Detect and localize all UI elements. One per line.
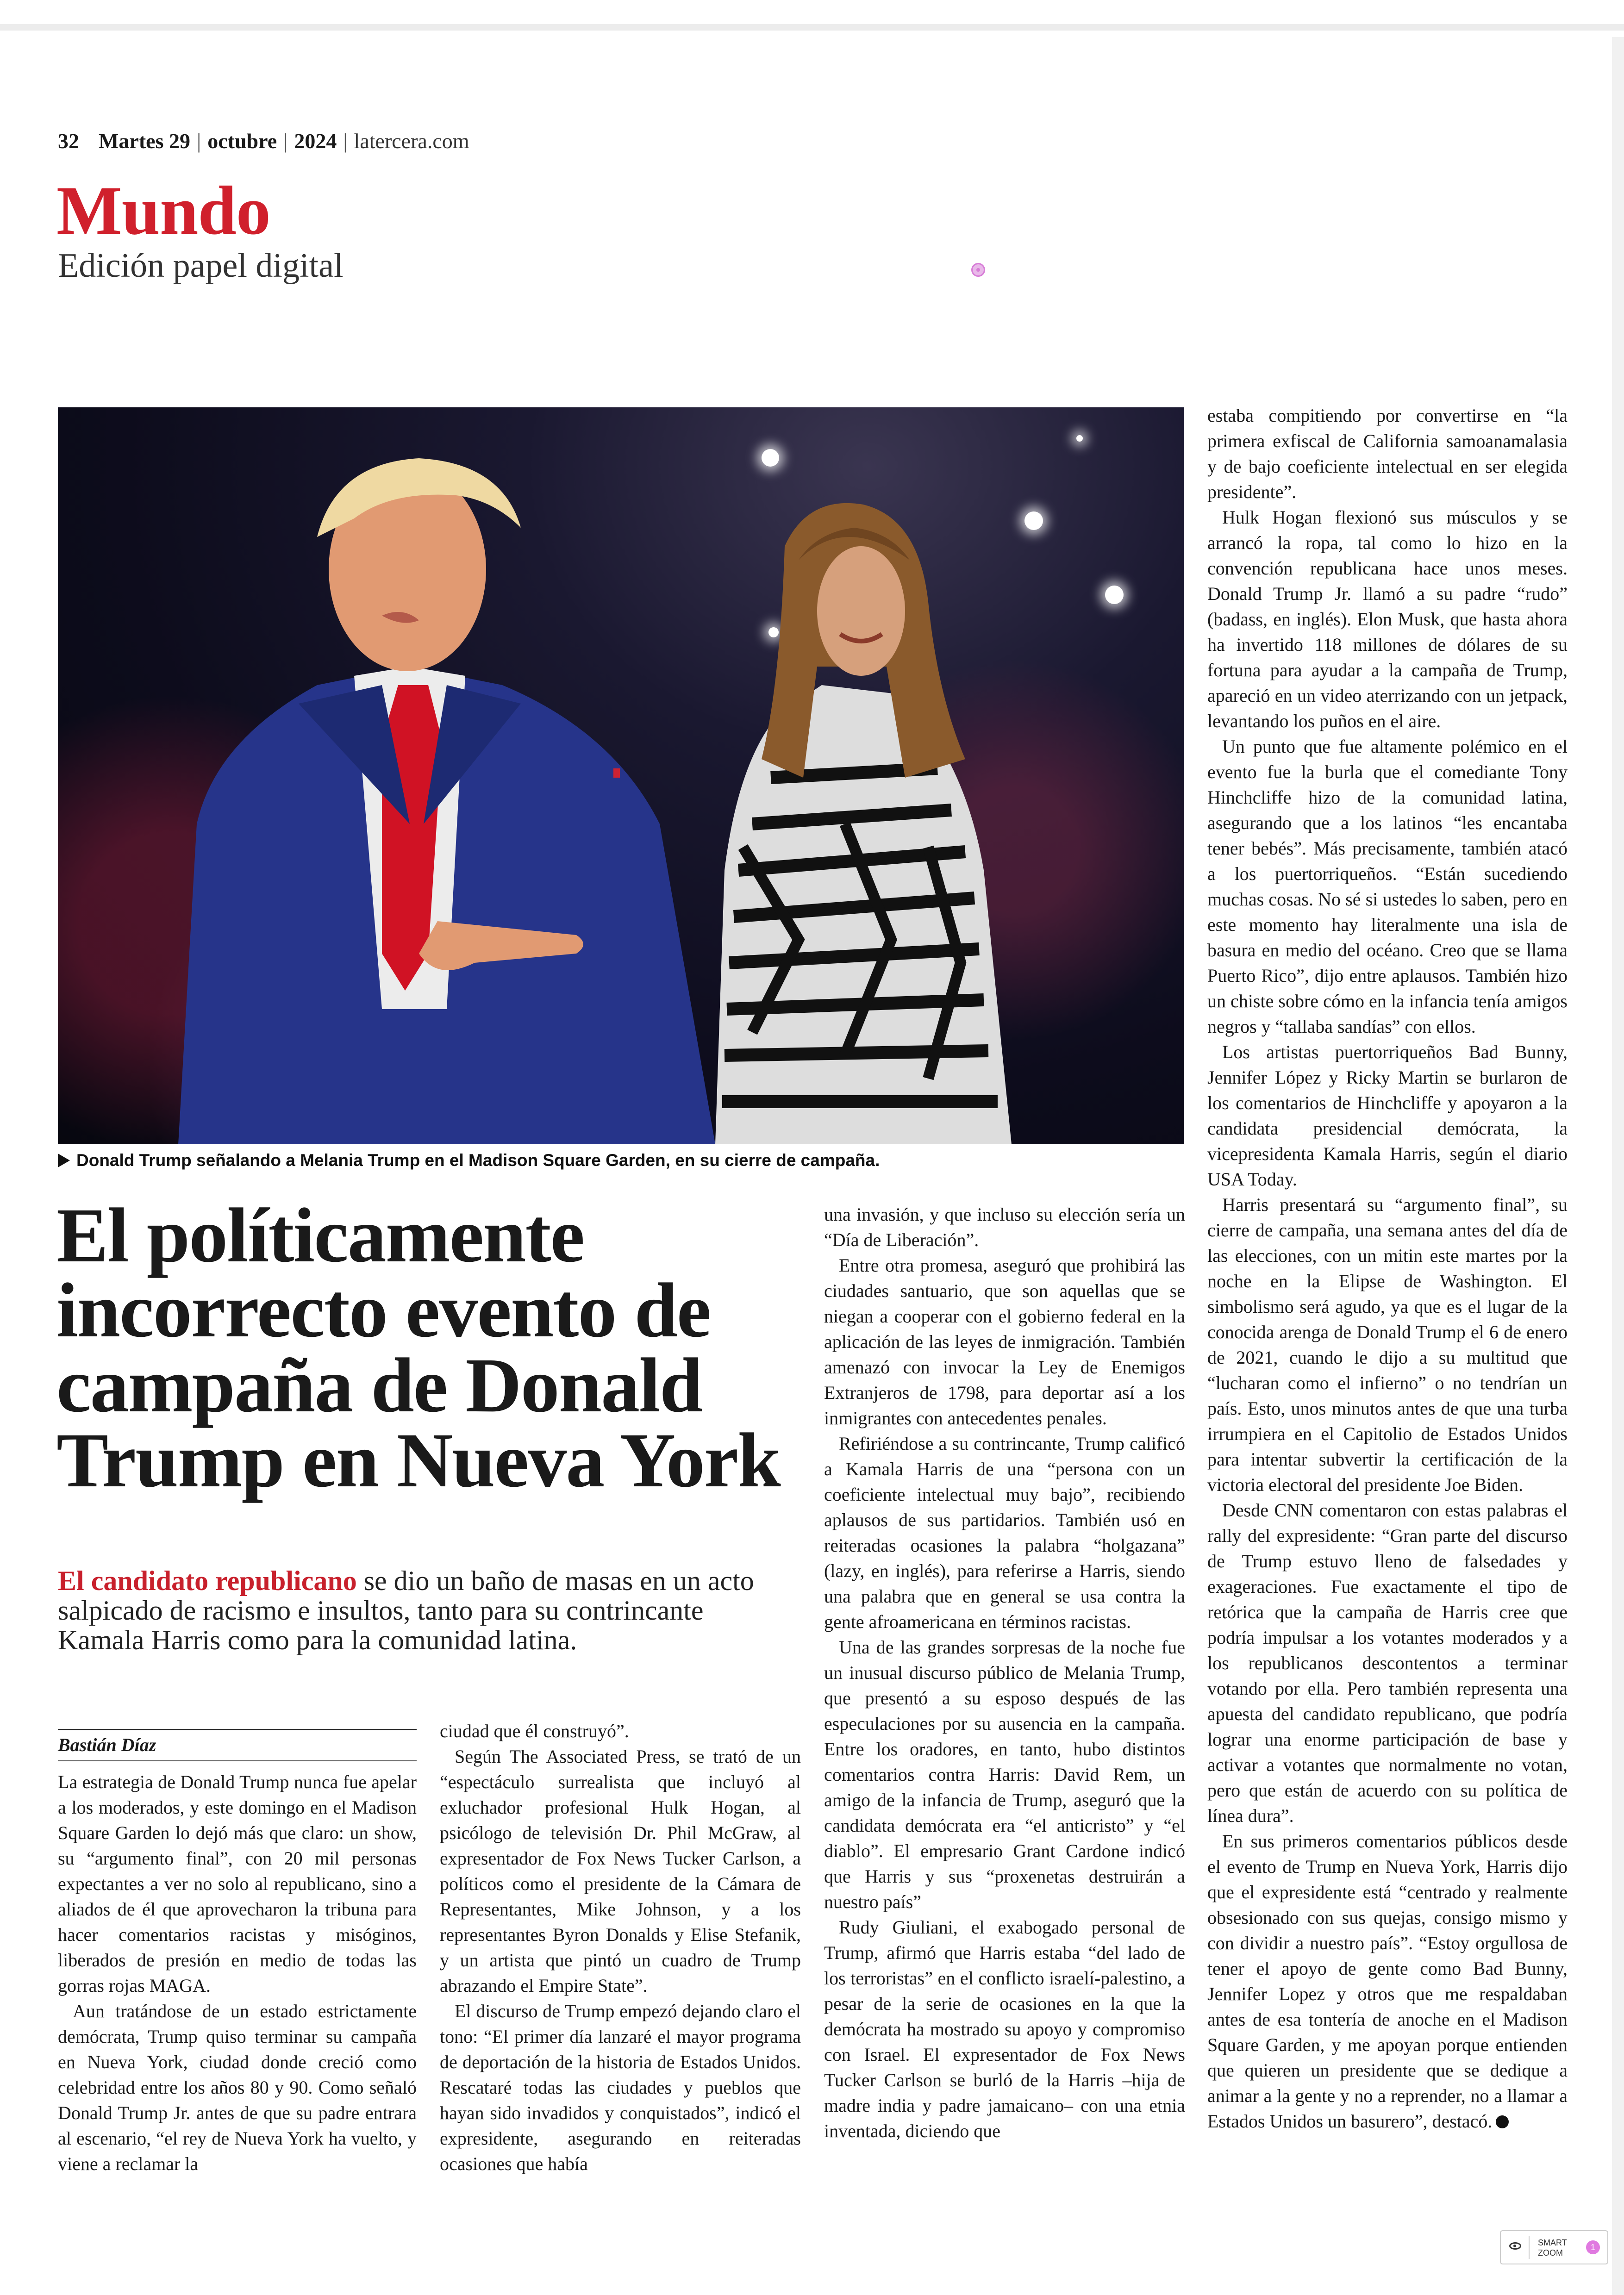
site-name: latercera.com (354, 129, 469, 153)
zoom-badge: 1 (1586, 2240, 1600, 2254)
paragraph: Refiriéndose a su contrincante, Trump calificó a Kamala Harris de una “persona con un coeficiente intelectual muy bajo”, recibiendo aplausos de sus partidarios. También usó en reiteradas ocasiones la palabra “holgazana” (lazy, en inglés), para referirse a Harris, siendo una palabra que en general se usa contra la gente afroamericana en términos racistas. (824, 1433, 1185, 1632)
paragraph: Según The Associated Press, se trató de un “espectáculo surrealista que incluyó al exluchador profesional Hulk Hogan, al psicólogo de televisión Dr. Phil McGraw, al expresentador de Fox News Tucker Carlson, a políticos como el presidente de la Cámara de Representantes, Mike Johnson, y a los representantes Byron Donalds y Elise Stefanik, y un artista que pintó un cuadro de Trump abrazando el Empire State”. (440, 1746, 801, 1996)
paragraph: Entre otra promesa, aseguró que prohibirá las ciudades santuario, que son aquellas que se niegan a cooperar con el gobierno federal en la aplicación de las leyes de inmigración. También amenazó con invocar la Ley de Enemigos Extranjeros de 1798, para deportar así a los inmigrantes con antecedentes penales. (824, 1255, 1185, 1428)
photo-caption (58, 1151, 880, 1170)
paragraph: Harris presentará su “argumento final”, su cierre de campaña, una semana antes del día de las elecciones, con un mitin este martes por la noche en la Elipse de Washington. El simbolismo será agudo, ya que es el lugar de la conocida arenga de Donald Trump el 6 de enero de 2021, cuando le dijo a su multitud que “lucharan como el infierno” o no tendrían un país. Esto, unos minutos antes de que una turba irrumpiera en el Capitolio de Estados Unidos para intentar subvertir la certificación de la victoria electoral del presidente Joe Biden. (1207, 1194, 1568, 1495)
paragraph: Hulk Hogan flexionó sus músculos y se arrancó la ropa, tal como lo hizo en la convención republicana hace unos meses. Donald Trump Jr. llamó a su padre “rudo” (badass, en inglés). Elon Musk, que hasta ahora ha invertido 118 millones de dólares de su fortuna para ayudar a la campaña de Trump, apareció en un video aterrizando con un jetpack, levantando los puños en el aire. (1207, 507, 1568, 731)
paragraph: una invasión, y que incluso su elección sería un “Día de Liberación”. (824, 1204, 1185, 1250)
paragraph: Los artistas puertorriqueños Bad Bunny, Jennifer López y Ricky Martin se burlaron de los comentarios de Hinchcliffe y apoyaron a la candidata presidencial demócrata, la vicepresidenta Kamala Harris, según el diario USA Today. (1207, 1041, 1568, 1190)
folio-separator: | (343, 129, 348, 153)
paragraph: Una de las grandes sorpresas de la noche fue un inusual discurso público de Melania Trump, que presentó a su esposo después de las especulaciones por su ausencia en la campaña. Entre los oradores, en tanto, hubo distintos comentarios contra Harris: David Rem, un amigo de la infancia de Trump, aseguró que la candidata demócrata era “el anticristo” y “el diablo”. El empresario Grant Cardone indicó que Harris y sus “proxenetas destruirán a nuestro país” (824, 1637, 1185, 1912)
folio-separator: | (196, 129, 201, 153)
page-folio (58, 129, 469, 153)
paragraph: estaba compitiendo por convertirse en “la primera exfiscal de California samoanamalasia y de bajo coeficiente intelectual en ser elegida presidente”. (1207, 405, 1568, 502)
section-title: Mundo (56, 172, 270, 249)
caption-arrow-icon (58, 1154, 70, 1167)
end-mark-icon (1496, 2115, 1509, 2128)
folio-separator: | (283, 129, 288, 153)
issue-date-day: Martes 29 (99, 129, 190, 153)
paragraph: Aun tratándose de un estado estrictamente demócrata, Trump quiso terminar su campaña en Nueva York, ciudad donde creció como celebridad entre los años 80 y 90. Como señaló Donald Trump Jr. antes de que su padre entrara al escenario, “el rey de Nueva York ha vuelto, y viene a reclamar la (58, 2001, 417, 2174)
paragraph: La estrategia de Donald Trump nunca fue apelar a los moderados, y este domingo en el Madison Square Garden lo dejó más que claro: un show, su “argumento final”, con 20 mil personas expectantes a ver no solo al republicano, sino a aliados de él que aprovecharon la tribuna para hacer comentarios racistas y misóginos, liberados de presión en medio de todas las gorras rojas MAGA. (58, 1771, 417, 1996)
divider (1529, 2236, 1530, 2259)
paragraph: ciudad que él construyó”. (440, 1721, 629, 1741)
article-column-2 (440, 1718, 801, 2177)
edition-label: Edición papel digital (58, 247, 344, 285)
paragraph: Desde CNN comentaron con estas palabras el rally del expresidente: “Gran parte del discurso de Trump estuvo lleno de falsedades y exageraciones. Fue exactamente el tipo de retórica que la campaña de Harris cree que podría impulsar a los votantes moderados y a los republicanos descontentos a terminar votando por ella. Pero también representa una apuesta del candidato republicano, que podría lograr una enorme participación de base y activar a votantes que normalmente no votan, pero que están de acuerdo con su política de línea dura”. (1207, 1500, 1568, 1826)
byline: Bastián Díaz (58, 1729, 417, 1761)
paragraph: Un punto que fue altamente polémico en el evento fue la burla que el comediante Tony Hinchcliffe hizo de la comunidad latina, asegurando que a los latinos “les encantaba tener bebés”. Más precisamente, también atacó a los puertorriqueños. “Están sucediendo muchas cosas. No sé si ustedes lo saben, pero en este momento hay literalmente una isla de basura en medio del océano. Creo que se llama Puerto Rico”, dijo entre aplausos. También hizo un chiste sobre cómo en la infancia tenía amigos negros y “tallaba sandías” con ellos. (1207, 736, 1568, 1037)
issue-date-month: octubre (207, 129, 277, 153)
article-headline: El políticamente incorrecto evento de campaña de Donald Trump en Nueva York (56, 1192, 780, 1503)
article-column-4 (1207, 403, 1568, 2134)
eye-icon (1509, 2242, 1521, 2250)
photo-caption-text: Donald Trump señalando a Melania Trump en el Madison Square Garden, en su cierre de campaña. (76, 1151, 880, 1170)
paragraph: Rudy Giuliani, el exabogado personal de Trump, afirmó que Harris estaba “del lado de los terroristas” en el conflicto israelí-palestino, a pesar de la serie de ocasiones en la que la demócrata ha mostrado su apoyo y compromiso con Israel. El expresentador de Fox News Tucker Carlson se burló de la Harris –hija de madre india y padre jamaicano– con una etnia inventada, diciendo que (824, 1917, 1185, 2141)
woman-figure (715, 503, 1012, 1144)
deck-text: se dio un baño de masas en un acto salpicado de racismo e insultos, tanto para su contrincante Kamala Harris como para la comunidad latina. (58, 1565, 754, 1655)
page-number: 32 (58, 129, 79, 153)
paragraph-text: En sus primeros comentarios públicos desde el evento de Trump en Nueva York, Harris dijo que el expresidente está “centrado y realmente obsesionado con sus quejas, consigo mismo y con dividir a nuestro país”. “Estoy orgullosa de tener el apoyo de gente como Bad Bunny, Jennifer Lopez y otros que me respaldaban antes de esa tontería de anoche en el Madison Square Garden, y me apoyan porque entienden que quieren un presidente que se dedique a animar a la gente y no a reprender, no a llamar a Estados Unidos un basurero”, destacó. (1207, 1831, 1568, 2132)
top-border (0, 24, 1624, 31)
scrollbar-track[interactable] (1612, 37, 1624, 2295)
article-photo (58, 407, 1184, 1144)
paragraph: El discurso de Trump empezó dejando claro el tono: “El primer día lanzaré el mayor programa de deportación de la historia de Estados Unidos. Rescataré todas las ciudades y pueblos que hayan sido invadidos y conquistados”, indicó el expresidente, asegurando en reiteradas ocasiones que había (440, 2001, 801, 2174)
article-column-3 (824, 1202, 1185, 2144)
hotspot-dot-icon[interactable] (971, 263, 985, 277)
last-paragraph (1207, 1828, 1568, 2134)
photo-figures (58, 407, 1184, 1144)
article-deck (58, 1566, 794, 1655)
smart-zoom-label: SMART ZOOM (1538, 2238, 1567, 2258)
smart-zoom-button[interactable] (1500, 2230, 1608, 2264)
article-column-1 (58, 1769, 417, 2177)
issue-date-year: 2024 (294, 129, 337, 153)
man-figure (178, 458, 715, 1144)
deck-lead: El candidato republicano (58, 1565, 357, 1596)
